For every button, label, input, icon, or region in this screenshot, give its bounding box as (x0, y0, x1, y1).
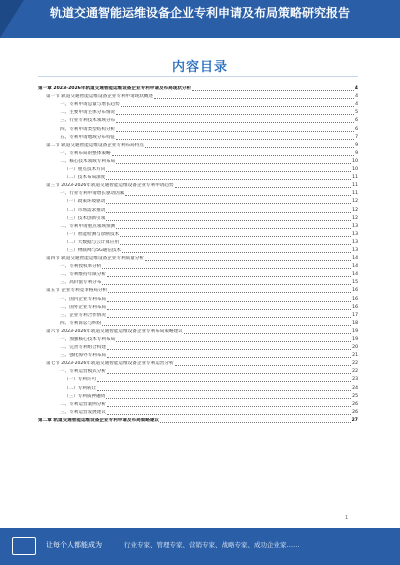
toc-entry-page: 26 (352, 401, 358, 407)
toc-entry[interactable] (38, 254, 358, 262)
toc-leader-dots (184, 333, 351, 334)
toc-entry-text: 四、专利申请类型结构分析 (60, 126, 116, 132)
toc-entry-text: （一）专利许可 (64, 377, 97, 383)
toc-leader-dots (97, 381, 351, 382)
toc-entry-page: 6 (355, 126, 358, 132)
toc-entry-text: （二）市场需求推动 (64, 207, 106, 213)
toc-leader-dots (106, 179, 351, 180)
toc-leader-dots (108, 292, 351, 293)
toc-leader-dots (116, 163, 351, 164)
toc-entry-page: 16 (352, 288, 358, 294)
toc-entry[interactable] (38, 359, 358, 367)
toc-entry-text: （一）政策环境驱动 (64, 199, 106, 205)
toc-leader-dots (122, 252, 351, 253)
toc-leader-dots (106, 203, 351, 204)
toc-leader-dots (102, 284, 351, 285)
toc-entry-text: （三）技术创新引领 (64, 215, 106, 221)
toc-entry-text: （一）智能检测与诊断技术 (64, 231, 120, 237)
toc-leader-dots (102, 268, 351, 269)
toc-entry-text: 第三节 2023-2026年轨道交通智能运维设备企业专利申请趋势 (46, 183, 174, 189)
footer-slogan: 让每个人都能成为 (46, 541, 102, 549)
toc-leader-dots (116, 139, 354, 140)
toc-leader-dots (154, 98, 354, 99)
toc-entry[interactable] (38, 149, 358, 157)
toc-entry[interactable] (38, 311, 358, 319)
toc-entry-text: 三、企业专利合作情况 (60, 312, 106, 318)
toc-entry-page: 14 (352, 256, 358, 262)
toc-entry-page: 13 (352, 231, 358, 237)
toc-entry-text: 三、专利运营发展建议 (60, 409, 106, 415)
toc-entry-page: 6 (355, 118, 358, 124)
toc-entry-text: （二）专利转让 (64, 385, 97, 391)
toc-leader-dots (106, 398, 351, 399)
toc-entry-text: 一、专利申请总量与增长趋势 (60, 102, 120, 108)
toc-entry[interactable] (38, 343, 358, 351)
toc-entry-page: 13 (352, 223, 358, 229)
toc-entry-text: 二、核心技术领域专利布局 (60, 158, 116, 164)
toc-entry-text: （二）大数据与云计算应用 (64, 239, 120, 245)
toc-entry-page: 24 (352, 385, 358, 391)
toc-entry-page: 13 (352, 239, 358, 245)
toc-leader-dots (107, 349, 351, 350)
toc-leader-dots (116, 131, 354, 132)
toc-entry-page: 18 (352, 320, 358, 326)
toc-entry-page: 19 (352, 328, 358, 334)
toc-entry-page: 22 (352, 361, 358, 367)
toc-entry-page: 21 (352, 353, 358, 359)
table-of-contents (38, 84, 358, 424)
toc-leader-dots (116, 114, 354, 115)
toc-entry-text: 第六节 2023-2026年轨道交通智能运维设备企业专利布局策略建议 (46, 328, 183, 334)
toc-entry[interactable] (38, 133, 358, 141)
toc-leader-dots (106, 212, 351, 213)
toc-heading: 内容目录 (171, 60, 228, 75)
brand-logo (12, 537, 36, 555)
toc-entry-text: （二）技术布局深度 (64, 175, 106, 181)
toc-entry[interactable] (38, 141, 358, 149)
toc-entry-page: 4 (355, 102, 358, 108)
toc-entry-page: 19 (352, 337, 358, 342)
toc-leader-dots (106, 220, 351, 221)
toc-entry[interactable] (38, 197, 358, 205)
toc-entry-page: 5 (355, 110, 358, 116)
toc-leader-dots (97, 390, 351, 391)
toc-entry-page: 11 (352, 191, 358, 197)
toc-entry[interactable] (38, 408, 358, 416)
page-number: 1 (345, 515, 349, 521)
toc-entry-text: （三）物联网与5G通信技术 (64, 247, 122, 253)
toc-entry-text: 二、主要申请主体分布情况 (60, 110, 116, 116)
toc-leader-dots (107, 309, 351, 310)
toc-entry-text: 第一章 2023-2026年轨道交通智能运维设备企业专利申请及布局现状分析 (38, 86, 192, 92)
toc-entry[interactable] (38, 205, 358, 213)
toc-entry[interactable] (38, 116, 358, 124)
report-title: 轨道交通智能运维设备企业专利申请及布局策略研究报告 (49, 6, 350, 20)
toc-entry-page: 11 (352, 183, 358, 189)
toc-entry-text: 二、专利维持年限分析 (60, 272, 106, 278)
toc-entry-page: 22 (352, 369, 358, 375)
toc-entry[interactable] (38, 165, 358, 173)
toc-entry-page: 14 (352, 272, 358, 278)
toc-entry-text: 第一节 轨道交通智能运维设备企业专利申请现状概述 (46, 94, 154, 100)
toc-entry-page: 4 (354, 86, 358, 92)
toc-entry[interactable] (38, 335, 358, 343)
toc-entry-page: 17 (352, 312, 358, 318)
toc-entry[interactable] (38, 270, 358, 278)
toc-entry-page: 9 (355, 142, 358, 148)
toc-entry-page: 25 (352, 393, 358, 399)
toc-entry[interactable] (38, 319, 358, 327)
toc-entry-text: 一、行业专利申请增长驱动因素 (60, 191, 125, 197)
toc-entry-page: 23 (352, 377, 358, 383)
toc-entry[interactable] (38, 286, 358, 294)
toc-leader-dots (107, 357, 351, 358)
toc-entry[interactable] (38, 108, 358, 116)
toc-leader-dots (116, 122, 354, 123)
toc-entry-page: 14 (352, 264, 358, 270)
toc-entry-page: 27 (351, 417, 358, 423)
toc-entry[interactable] (38, 294, 358, 302)
toc-entry[interactable] (38, 375, 358, 383)
toc-entry-page: 15 (352, 280, 358, 286)
toc-entry-text: 三、强化海外专利布局 (60, 353, 106, 359)
toc-entry[interactable] (38, 214, 358, 222)
toc-entry-text: 一、加强核心技术专利布局 (60, 337, 116, 342)
toc-entry-text: （一）重点技术方向 (64, 167, 106, 173)
toc-entry-page: 13 (352, 247, 358, 253)
toc-entry[interactable] (38, 238, 358, 246)
toc-divider (38, 76, 358, 77)
toc-entry-text: 第二章 轨道交通智能运维设备企业专利申请及布局策略建议 (38, 417, 160, 423)
toc-entry-page: 7 (355, 134, 358, 140)
toc-entry[interactable] (38, 303, 358, 311)
toc-leader-dots (106, 171, 351, 172)
toc-entry[interactable] (38, 230, 358, 238)
toc-entry[interactable] (38, 189, 358, 197)
toc-entry[interactable] (38, 222, 358, 230)
toc-entry-page: 26 (352, 409, 358, 415)
toc-entry[interactable] (38, 392, 358, 400)
toc-leader-dots (175, 365, 352, 366)
toc-entry[interactable] (38, 351, 358, 359)
toc-entry[interactable] (38, 278, 358, 286)
toc-entry-page: 12 (352, 199, 358, 205)
toc-entry-page: 16 (352, 296, 358, 302)
toc-leader-dots (116, 341, 351, 342)
toc-leader-dots (107, 276, 351, 277)
toc-entry-text: 二、完善专利组合构建 (60, 345, 106, 351)
toc-entry-text: 第五节 企业专利竞争格局分析 (46, 288, 108, 294)
toc-leader-dots (145, 147, 354, 148)
toc-entry[interactable] (38, 100, 358, 108)
toc-entry-text: 二、专利运营案例分析 (60, 401, 106, 407)
toc-entry-page: 20 (352, 345, 358, 351)
toc-entry-text: 二、专利申请重点领域预测 (60, 223, 116, 229)
toc-entry[interactable] (38, 416, 358, 424)
toc-entry-text: 一、专利布局的整体策略 (60, 150, 111, 156)
toc-entry[interactable] (38, 327, 358, 335)
toc-entry[interactable] (38, 367, 358, 375)
toc-leader-dots (107, 406, 351, 407)
toc-entry[interactable] (38, 84, 358, 92)
toc-entry[interactable] (38, 92, 358, 100)
toc-entry-text: （三）专利质押融资 (64, 393, 106, 399)
toc-entry-text: 第四节 轨道交通智能运维设备企业专利质量分析 (46, 256, 144, 262)
toc-entry-text: 一、国内企业专利布局 (60, 296, 106, 302)
toc-entry-page: 12 (352, 215, 358, 221)
toc-leader-dots (116, 228, 351, 229)
toc-entry-text: 三、行业专利技术领域分布 (60, 118, 116, 124)
report-header (0, 0, 400, 38)
toc-entry-page: 12 (352, 207, 358, 213)
toc-leader-dots (120, 244, 351, 245)
toc-entry-page: 10 (352, 158, 358, 164)
toc-entry-text: 第七节 2023-2026年轨道交通智能运维设备企业专利运营分析 (46, 361, 174, 367)
toc-entry[interactable] (38, 400, 358, 408)
toc-entry[interactable] (38, 124, 358, 132)
toc-entry-page: 9 (355, 150, 358, 156)
toc-entry[interactable] (38, 157, 358, 165)
toc-entry[interactable] (38, 173, 358, 181)
toc-leader-dots (112, 155, 355, 156)
toc-entry-text: 三、高价值专利分布 (60, 280, 102, 286)
toc-entry-page: 4 (355, 94, 358, 100)
toc-entry[interactable] (38, 262, 358, 270)
toc-leader-dots (160, 422, 351, 423)
toc-leader-dots (125, 195, 351, 196)
toc-entry[interactable] (38, 383, 358, 391)
header-corner-shape (0, 0, 24, 38)
toc-leader-dots (120, 236, 351, 237)
toc-entry[interactable] (38, 246, 358, 254)
toc-leader-dots (102, 325, 351, 326)
toc-entry-text: 一、专利运营模式分析 (60, 369, 106, 375)
toc-entry-text: 一、专利授权率分析 (60, 264, 102, 270)
toc-entry-text: 二、国外企业专利布局 (60, 304, 106, 310)
toc-entry-text: 第二节 轨道交通智能运维设备企业专利布局特点 (46, 142, 144, 148)
toc-leader-dots (107, 301, 351, 302)
toc-entry-text: 四、专利诉讼与纠纷 (60, 320, 102, 326)
toc-leader-dots (175, 187, 352, 188)
toc-entry-page: 11 (352, 175, 358, 181)
toc-leader-dots (121, 106, 354, 107)
footer-tags: 行业专家、管理专家、营销专家、战略专家、成功企业家…… (124, 541, 300, 549)
toc-leader-dots (145, 260, 351, 261)
toc-leader-dots (107, 414, 351, 415)
toc-entry[interactable] (38, 181, 358, 189)
toc-leader-dots (192, 90, 354, 91)
page-footer (0, 528, 400, 565)
toc-entry-page: 10 (352, 167, 358, 173)
toc-entry-page: 16 (352, 304, 358, 310)
toc-entry-text: 五、专利申请地域分布特征 (60, 134, 116, 140)
toc-leader-dots (107, 373, 351, 374)
toc-leader-dots (107, 317, 351, 318)
